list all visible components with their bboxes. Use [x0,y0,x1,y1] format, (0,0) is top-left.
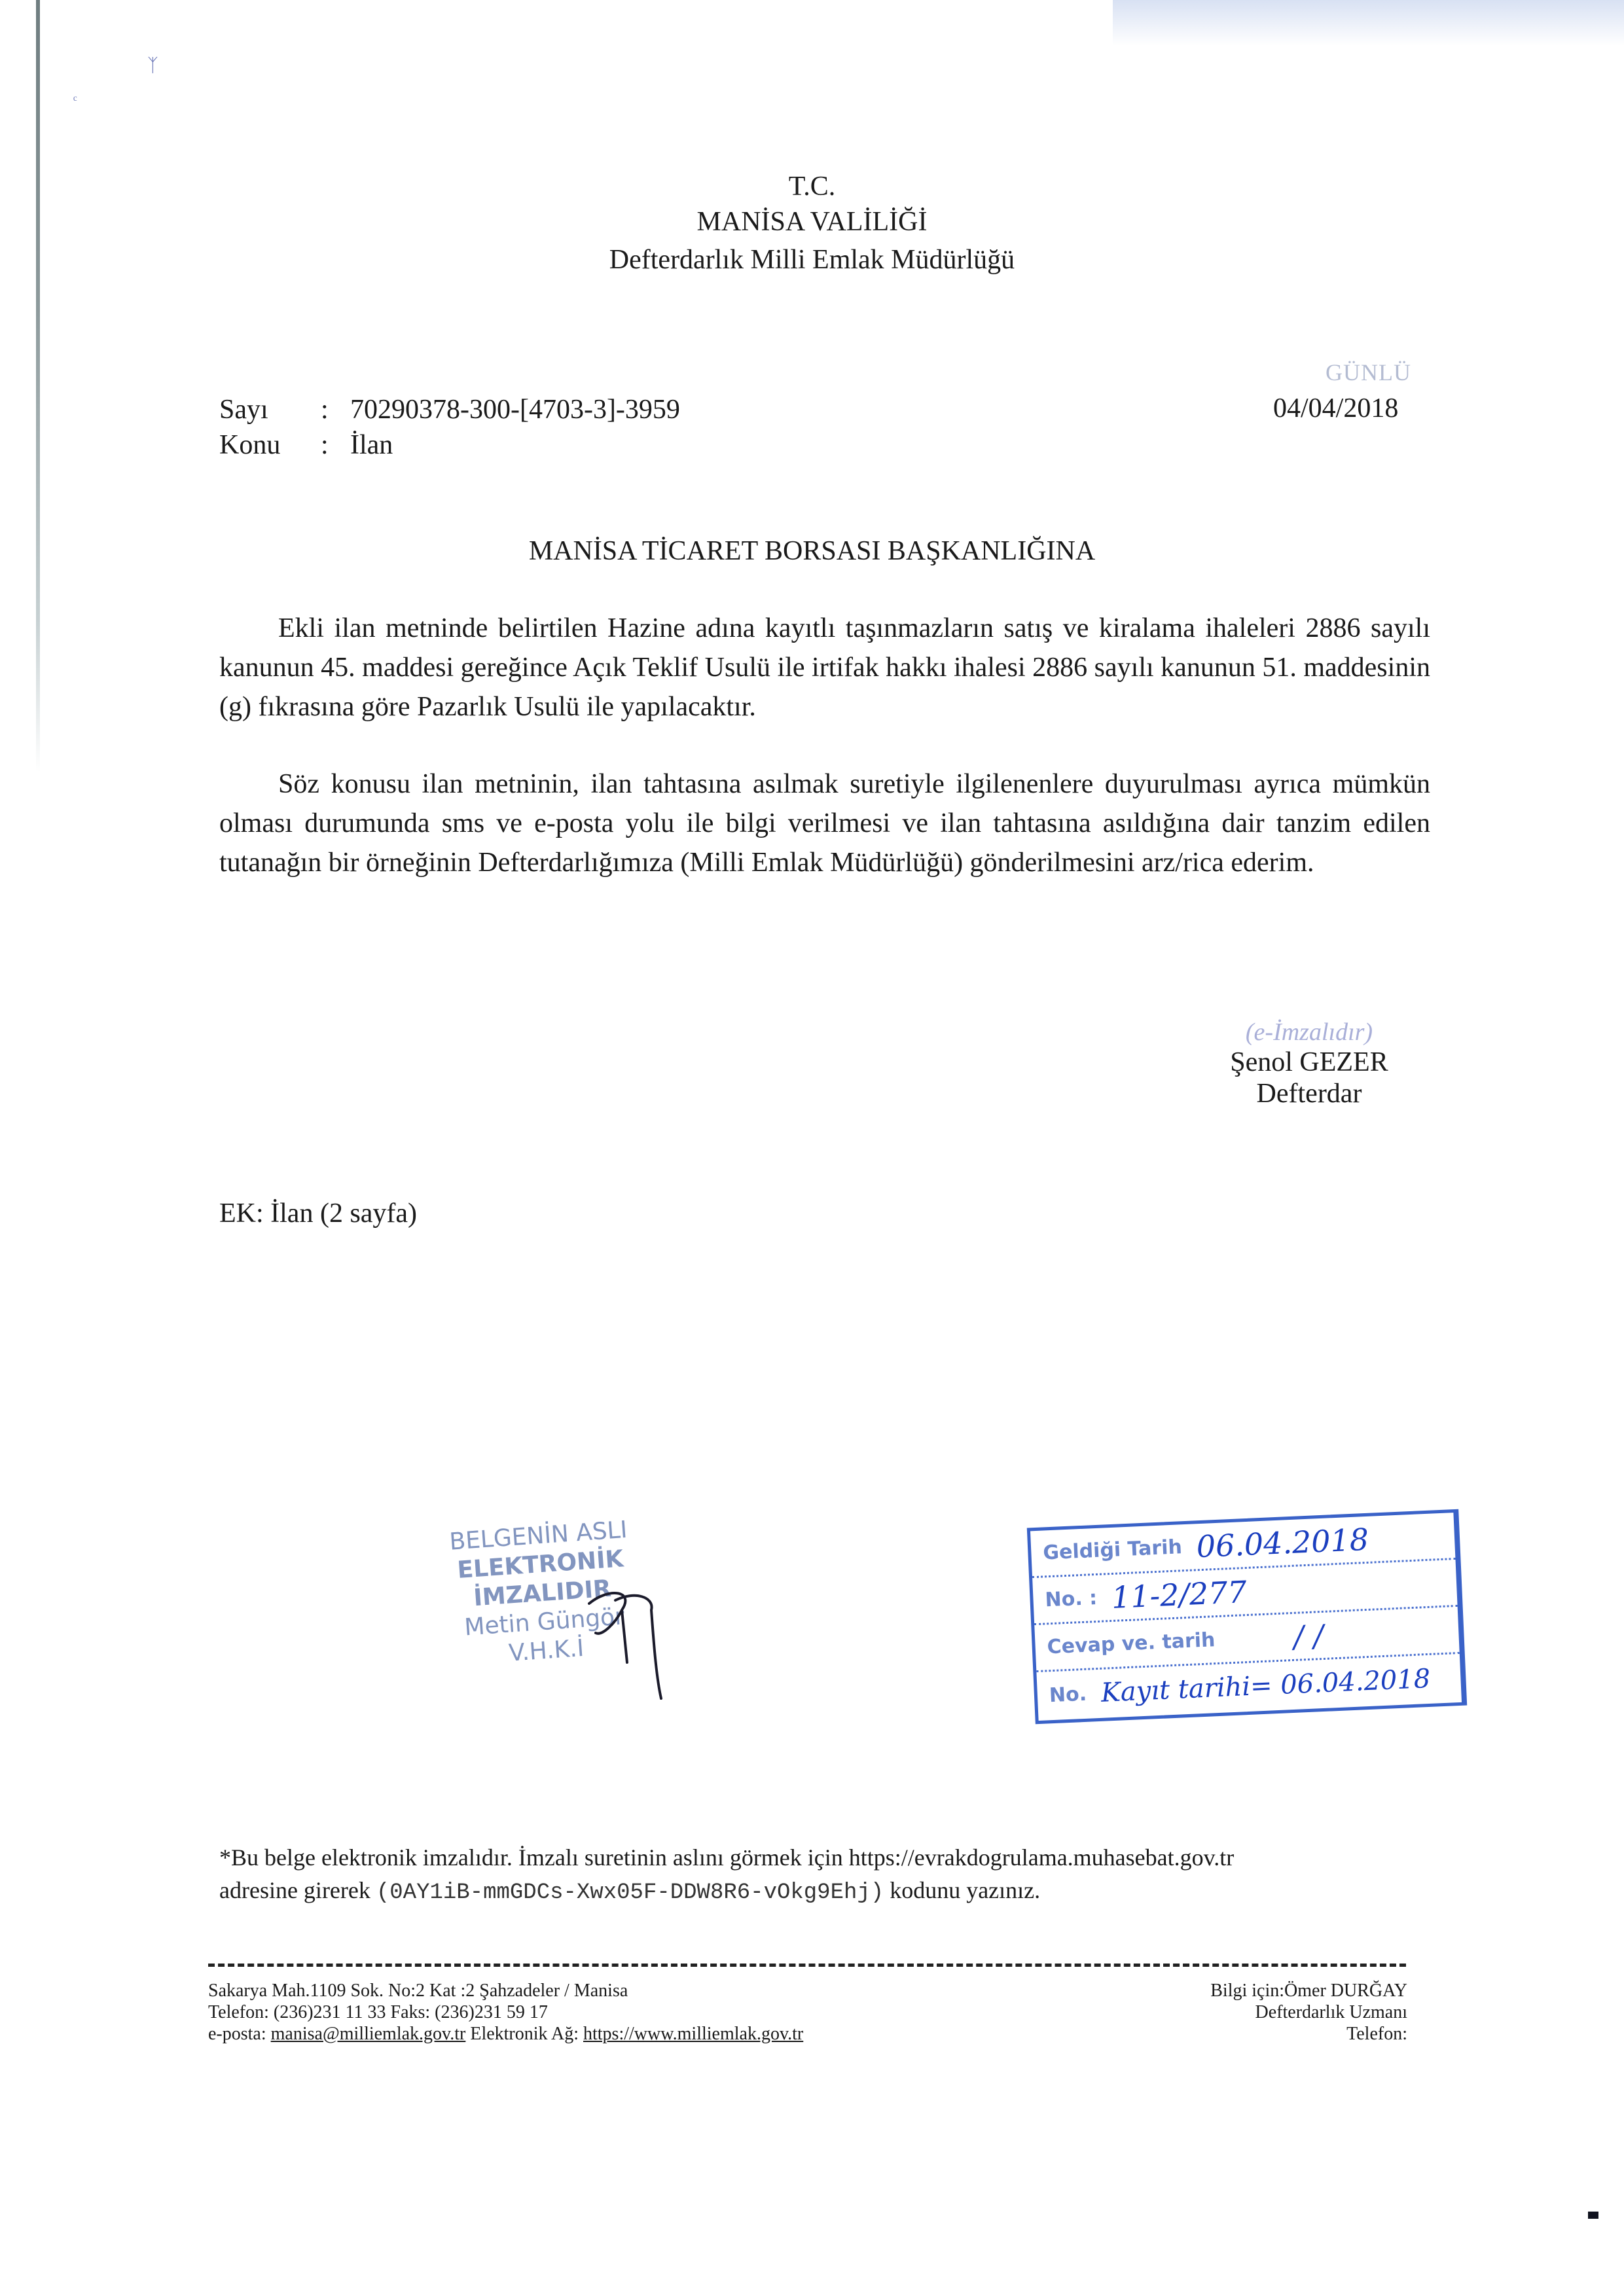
footnote-line-1: *Bu belge elektronik imzalıdır. İmzalı suretinin aslını görmek için https://evrakdogrulama.muhasebat.gov.tr [219,1844,1235,1871]
sayi-label: Sayı [219,395,268,425]
sayi-value: 70290378-300-[4703-3]-3959 [350,395,680,425]
footer-web [208,2023,803,2045]
addressee: MANİSA TİCARET BORSASI BAŞKANLIĞINA [528,536,1096,566]
letterhead-tc: T.C. [788,171,836,202]
stamp-label: No. [1049,1682,1087,1707]
email-link[interactable]: manisa@milliemlak.gov.tr [270,2024,466,2044]
scan-mark [1588,2212,1598,2219]
e-signature-note: (e-İmzalıdır) [1245,1018,1373,1046]
footer-info [1113,1980,1407,2045]
footnote-line-2 [219,1874,1463,1909]
handwritten-signature [576,1584,681,1715]
scan-mark: ᛉ [147,56,158,76]
stamp-line: Metin Güngör [463,1603,626,1641]
attachment-note: EK: İlan (2 sayfa) [219,1198,418,1229]
registry-stamp [1027,1509,1467,1725]
scan-edge-line [36,0,40,772]
konu-value: İlan [350,430,393,460]
footnote-prefix: adresine girerek [219,1877,370,1903]
website-link[interactable]: https://www.milliemlak.gov.tr [583,2024,804,2044]
handwritten-value: / / [1293,1617,1325,1655]
scan-mark: ᶜ [73,92,77,108]
footer-divider [208,1964,1406,1967]
document-meta [219,394,808,466]
info-contact: Bilgi için:Ömer DURĞAY [1210,1981,1407,2001]
handwritten-value: 11-2/277 [1110,1573,1248,1615]
priority-label: GÜNLÜ [1326,359,1411,386]
letterhead [0,171,1624,276]
stamp-line: V.H.K.İ [507,1634,585,1667]
signatory-title: Defterdar [1256,1079,1362,1109]
body-paragraph-2: Söz konusu ilan metninin, ilan tahtasına asılmak suretiyle ilgilenenlere duyurulması ayrıca mümkün olması durumunda sms ve e-posta yolu ile bilgi verilmesi ve ilan tahtasına asıldığına dair tanzim edilen tutanağın bir örneğinin Defterdarlığımıza (Milli Emlak Müdürlüğü) gönderilmesini arz/rica ederim. [219,769,1430,878]
e-signature-footnote [219,1841,1463,1909]
handwritten-value: Kayıt tarihi= 06.04.2018 [1100,1663,1432,1708]
footer-phone: Telefon: (236)231 11 33 Faks: (236)231 59 17 [208,2002,548,2022]
konu-separator: : [321,430,329,460]
footer-address: Sakarya Mah.1109 Sok. No:2 Kat :2 Şahzadeler / Manisa [208,1981,628,2001]
footnote-suffix: kodunu yazınız. [890,1877,1041,1903]
stamp-line: BELGENİN ASLI [448,1516,628,1556]
body-paragraph-1: Ekli ilan metninde belirtilen Hazine adına kayıtlı taşınmazların satış ve kiralama ihaleleri 2886 sayılı kanunun 45. maddesi gereğince Açık Teklif Usulü ile irtifak hakkı ihalesi 2886 sayılı kanunun 51. maddesinin (g) fıkrasına göre Pazarlık Usulü ile yapılacaktır. [219,613,1430,722]
stamp-line: ELEKTRONİK İMZALIDIR [456,1545,624,1612]
letterhead-governorship: MANİSA VALİLİĞİ [696,207,928,238]
letterhead-department: Defterdarlık Milli Emlak Müdürlüğü [609,245,1015,276]
network-label: Elektronik Ağ: [470,2024,579,2044]
verification-code: (0AY1iB-mmGDCs-Xwx05F-DDW8R6-vOkg9Ehj) [376,1880,884,1905]
stamp-label: No. : [1044,1586,1098,1612]
scan-shadow [1113,0,1624,46]
handwritten-value: 06.04.2018 [1195,1521,1370,1564]
email-label: e-posta: [208,2024,266,2044]
konu-label: Konu [219,430,281,460]
document-date: 04/04/2018 [1273,393,1399,423]
info-title: Defterdarlık Uzmanı [1255,2002,1407,2022]
sayi-separator: : [321,395,329,425]
signatory-name: Şenol GEZER [1230,1047,1388,1077]
signature-block [1178,1018,1440,1109]
stamp-label: Geldiği Tarih [1042,1535,1183,1565]
stamp-label: Cevap ve. tarih [1046,1628,1216,1659]
info-phone: Telefon: [1346,2024,1407,2044]
footer-contact [208,1980,803,2045]
